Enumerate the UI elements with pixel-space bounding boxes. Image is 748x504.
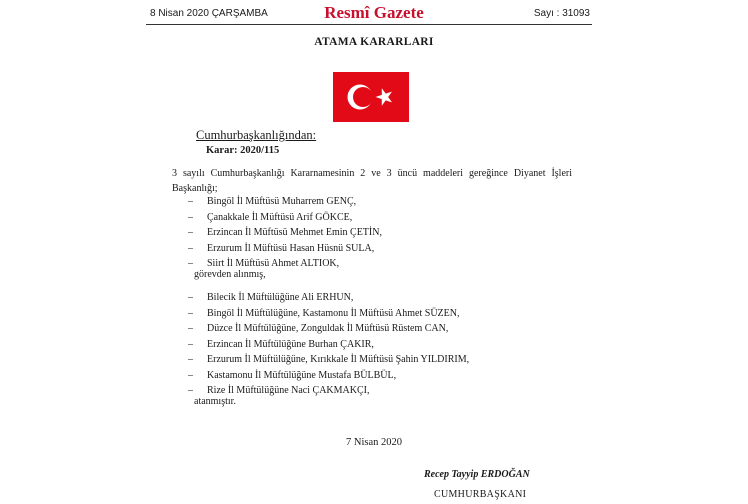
list-dash: – (188, 242, 193, 254)
masthead-title: Resmî Gazete (324, 3, 424, 22)
list-dash: – (188, 196, 193, 207)
list-item: Bingöl İl Müftülüğüne, Kastamonu İl Müftüsü Ahmet SÜZEN, (207, 307, 460, 319)
signatory-name: Recep Tayyip ERDOĞAN (424, 469, 530, 480)
list-item: Düzce İl Müftülüğüne, Zonguldak İl Müftüsü Rüstem CAN, (207, 323, 449, 334)
signatory-title: CUMHURBAŞKANI (434, 489, 527, 500)
list-dash: – (188, 292, 193, 303)
issue-number: Sayı : 31093 (533, 8, 590, 19)
list-item: Bingöl İl Müftüsü Muharrem GENÇ, (207, 196, 357, 207)
list-item: Kastamonu İl Müftülüğüne Mustafa BÜLBÜL, (207, 369, 397, 381)
list-dash: – (188, 227, 193, 238)
list-item: Bilecik İl Müftülüğüne Ali ERHUN, (207, 292, 354, 303)
list-item: Rize İl Müftülüğüne Naci ÇAKMAKÇI, (207, 385, 370, 396)
list-item: Erzincan İl Müftüsü Mehmet Emin ÇETİN, (207, 227, 382, 238)
list-dash: – (188, 323, 193, 334)
list-item: Çanakkale İl Müftüsü Arif GÖKCE, (207, 211, 353, 223)
issuer-heading: Cumhurbaşkanlığından: (196, 128, 317, 142)
header-divider (146, 24, 592, 25)
list-item: Erzincan İl Müftülüğüne Burhan ÇAKIR, (207, 338, 374, 350)
list-dash: – (188, 369, 193, 381)
list-dash: – (188, 354, 193, 365)
list-dash: – (188, 211, 193, 223)
turkish-flag-icon (333, 72, 409, 122)
list-dash: – (188, 258, 193, 269)
list-item: Erzurum İl Müftüsü Hasan Hüsnü SULA, (207, 242, 375, 254)
header-date: 8 Nisan 2020 ÇARŞAMBA (150, 8, 268, 19)
intro-paragraph: 3 sayılı Cumhurbaşkanlığı Kararnamesinin 2 ve 3 üncü maddeleri gereğince Diyanet İşleri Başkanlığı; (172, 168, 572, 194)
list-dash: – (188, 307, 193, 319)
list-dash: – (188, 385, 193, 396)
section-title: ATAMA KARARLARI (314, 36, 434, 48)
appointed-tail: atanmıştır. (194, 396, 236, 407)
removed-tail: görevden alınmış, (194, 269, 266, 280)
decision-number: Karar: 2020/115 (206, 145, 280, 156)
list-item: Erzurum İl Müftülüğüne, Kırıkkale İl Müftüsü Şahin YILDIRIM, (207, 354, 470, 365)
list-item: Siirt İl Müftüsü Ahmet ALTIOK, (207, 258, 340, 269)
list-dash: – (188, 338, 193, 350)
decision-date: 7 Nisan 2020 (346, 437, 402, 448)
